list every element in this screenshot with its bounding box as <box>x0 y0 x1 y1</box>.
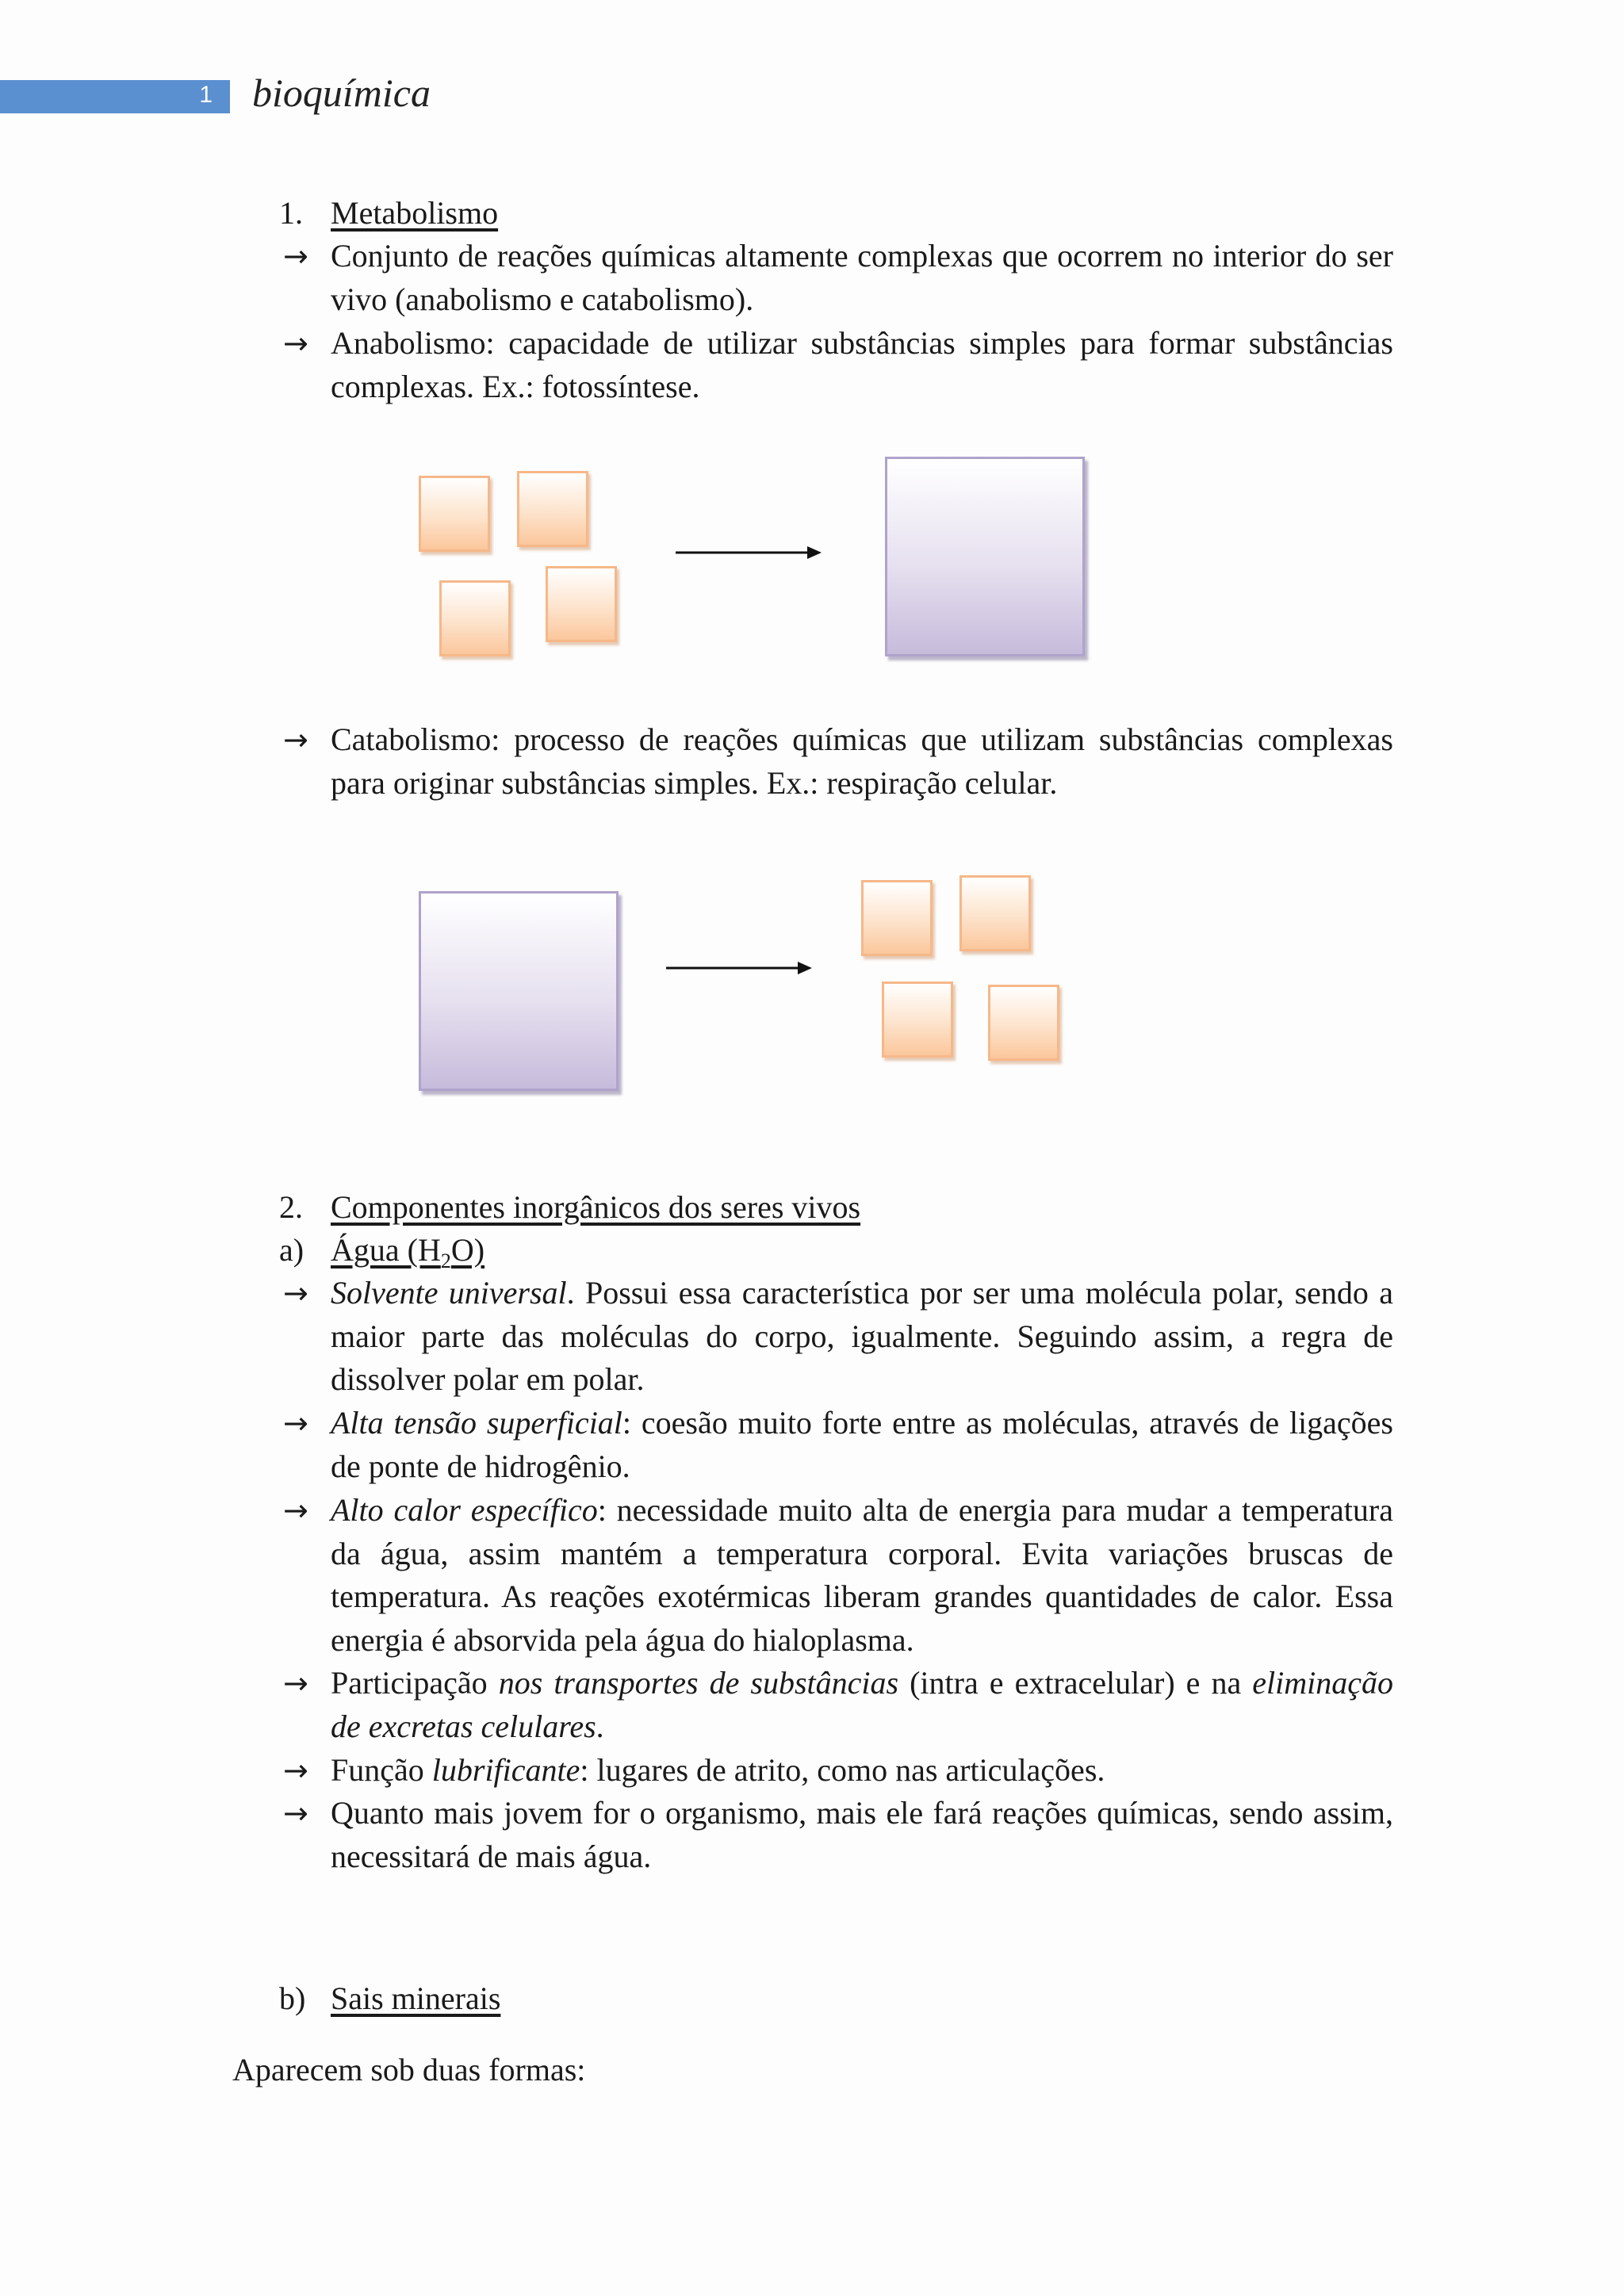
metabolism-definition: Conjunto de reações químicas altamente complexas que ocorrem no interior do ser vivo (anabolismo e catabolismo). <box>331 238 1393 317</box>
subsection-a-title: Água $(H_2O)$ <box>331 1232 485 1272</box>
bullet-arrow-icon: → <box>283 326 308 361</box>
water-lubricant-text: Função lubrificante: lugares de atrito, como nas articulações. <box>331 1752 1105 1788</box>
water-solvent-text: Solvente universal. Possui essa característica por ser uma molécula polar, sendo a maior parte das moléculas do corpo, igualmente. Seguindo assim, a regra de dissolver polar em polar. <box>331 1275 1393 1397</box>
water-age-text: Quanto mais jovem for o organismo, mais ele fará reações químicas, sendo assim, necessitará de mais água. <box>331 1795 1393 1874</box>
bullet-arrow-icon: → <box>283 1493 308 1528</box>
bullet-arrow-icon: → <box>283 722 308 757</box>
section1-title: Metabolismo <box>331 195 499 231</box>
simple-substance-square <box>988 985 1059 1061</box>
simple-substance-square <box>882 982 953 1058</box>
water-transport-text: Participação nos transportes de substâncias (intra e extracelular) e na eliminação de excretas celulares. <box>331 1665 1393 1744</box>
section1-number: 1. <box>279 195 303 231</box>
complex-substance-square <box>885 457 1085 656</box>
water-tension-text: Alta tensão superficial: coesão muito forte entre as moléculas, através de ligações de ponte de hidrogênio. <box>331 1405 1393 1484</box>
simple-substance-square <box>419 476 490 552</box>
subsection-b-letter: b) <box>279 1980 306 2016</box>
subsection-a-letter: a) <box>279 1232 304 1268</box>
simple-substance-square <box>439 580 511 656</box>
bullet-arrow-icon: → <box>283 239 308 274</box>
bullet-arrow-icon: → <box>283 1276 308 1311</box>
subsection-b-title: Sais minerais <box>331 1980 501 2016</box>
simple-substance-square <box>861 880 933 956</box>
page-number: 1 <box>199 82 213 108</box>
water-heat-text: Alto calor específico: necessidade muito alta de energia para mudar a temperatura da água, assim mantém a temperatura corporal. Evita variações bruscas de temperatura. As reações exotérmicas liberam grandes quantidades de calor. Essa energia é absorvida pela água do hialoplasma. <box>331 1492 1393 1658</box>
bullet-arrow-icon: → <box>283 1666 308 1701</box>
section2-number: 2. <box>279 1189 303 1225</box>
complex-substance-square <box>419 891 619 1091</box>
simple-substance-square <box>546 566 617 642</box>
anabolism-definition: Anabolismo: capacidade de utilizar substâncias simples para formar substâncias complexas. Ex.: fotossíntese. <box>331 325 1393 404</box>
closing-text: Aparecem sob duas formas: <box>232 2052 586 2087</box>
page-number-bar <box>0 80 230 113</box>
simple-substance-square <box>959 875 1031 951</box>
running-title: bioquímica <box>252 71 431 115</box>
arrow-right-icon <box>665 956 815 980</box>
simple-substance-square <box>517 471 588 547</box>
catabolism-definition: Catabolismo: processo de reações químicas que utilizam substâncias complexas para originar substâncias simples. Ex.: respiração celular. <box>331 721 1393 801</box>
bullet-arrow-icon: → <box>283 1406 308 1441</box>
bullet-arrow-icon: → <box>283 1753 308 1788</box>
section2-title: Componentes inorgânicos dos seres vivos <box>331 1189 861 1225</box>
bullet-arrow-icon: → <box>283 1796 308 1831</box>
arrow-right-icon <box>674 541 825 564</box>
